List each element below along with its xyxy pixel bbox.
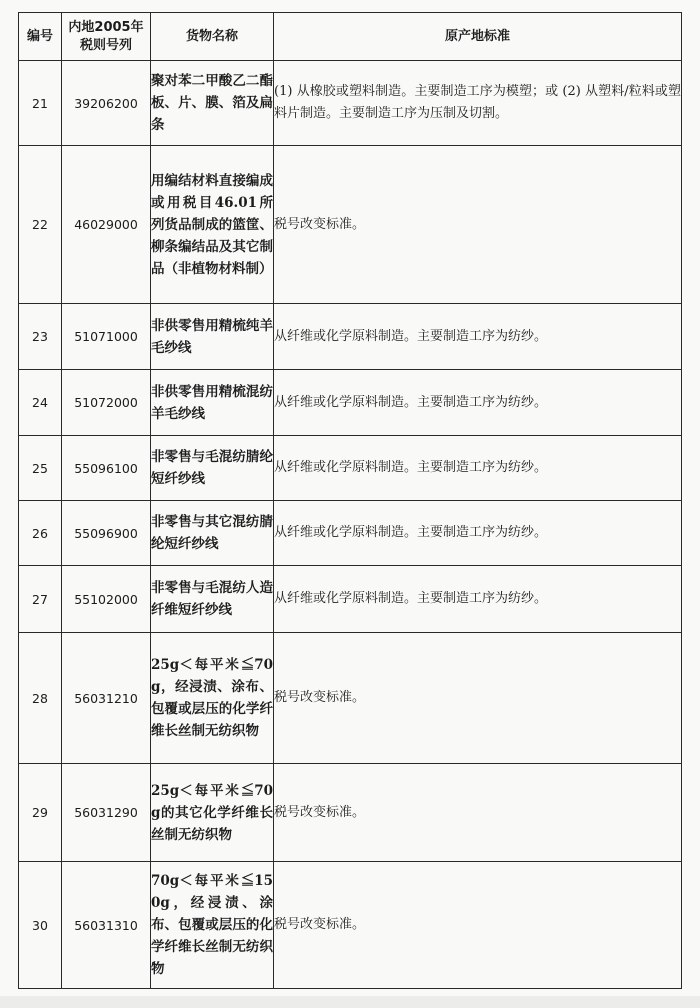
goods-name: 非供零售用精梳纯羊毛纱线	[151, 304, 274, 370]
tariff-code: 56031290	[62, 764, 151, 862]
row-number: 26	[19, 501, 62, 566]
header-row	[19, 13, 682, 61]
table-row	[19, 566, 682, 633]
goods-name: 非零售与其它混纺腈纶短纤纱线	[151, 501, 274, 566]
table-row	[19, 436, 682, 501]
table-row	[19, 370, 682, 436]
row-number: 25	[19, 436, 62, 501]
origin-standard: 税号改变标准。	[274, 146, 682, 304]
table-row	[19, 633, 682, 764]
tariff-code: 55102000	[62, 566, 151, 633]
tariff-code: 55096900	[62, 501, 151, 566]
origin-standard: 从纤维或化学原料制造。主要制造工序为纺纱。	[274, 436, 682, 501]
goods-name: 聚对苯二甲酸乙二酯板、片、膜、箔及扁条	[151, 61, 274, 146]
tariff-code: 56031310	[62, 862, 151, 989]
header-code-line1: 内地2005年	[68, 19, 144, 35]
origin-standard: 税号改变标准。	[274, 862, 682, 989]
origin-standard: 从纤维或化学原料制造。主要制造工序为纺纱。	[274, 370, 682, 436]
table-row	[19, 146, 682, 304]
page-bottom-edge	[0, 996, 700, 1008]
header-no: 编号	[19, 13, 62, 61]
row-number: 23	[19, 304, 62, 370]
table-row	[19, 304, 682, 370]
row-number: 24	[19, 370, 62, 436]
goods-name: 非零售与毛混纺人造纤维短纤纱线	[151, 566, 274, 633]
origin-standard: 从纤维或化学原料制造。主要制造工序为纺纱。	[274, 501, 682, 566]
goods-name: 非供零售用精梳混纺羊毛纱线	[151, 370, 274, 436]
origin-standard: (1) 从橡胶或塑料制造。主要制造工序为模塑；或 (2) 从塑料/粒料或塑料片制造。主要制造工序为压制及切割。	[274, 61, 682, 146]
tariff-code: 51071000	[62, 304, 151, 370]
header-name: 货物名称	[151, 13, 274, 61]
header-code	[62, 13, 151, 61]
goods-name: 25g＜每平米≦70g，经浸渍、涂布、包覆或层压的化学纤维长丝制无纺织物	[151, 633, 274, 764]
row-number: 29	[19, 764, 62, 862]
origin-standard: 从纤维或化学原料制造。主要制造工序为纺纱。	[274, 304, 682, 370]
origin-standard-table	[18, 12, 682, 989]
header-code-line2: 税则号列	[79, 37, 132, 53]
goods-name: 非零售与毛混纺腈纶短纤纱线	[151, 436, 274, 501]
table-row	[19, 501, 682, 566]
origin-standard: 税号改变标准。	[274, 764, 682, 862]
origin-standard: 税号改变标准。	[274, 633, 682, 764]
row-number: 27	[19, 566, 62, 633]
table-row	[19, 764, 682, 862]
row-number: 22	[19, 146, 62, 304]
goods-name: 用编结材料直接编成或用税目46.01所列货品制成的篮筐、柳条编结品及其它制品（非植物材料制）	[151, 146, 274, 304]
goods-name: 25g＜每平米≦70g的其它化学纤维长丝制无纺织物	[151, 764, 274, 862]
origin-standard: 从纤维或化学原料制造。主要制造工序为纺纱。	[274, 566, 682, 633]
tariff-code: 39206200	[62, 61, 151, 146]
tariff-code: 55096100	[62, 436, 151, 501]
tariff-code: 51072000	[62, 370, 151, 436]
table-row	[19, 61, 682, 146]
row-number: 21	[19, 61, 62, 146]
tariff-code: 56031210	[62, 633, 151, 764]
goods-name: 70g＜每平米≦150g，经浸渍、涂布、包覆或层压的化学纤维长丝制无纺织物	[151, 862, 274, 989]
table-row	[19, 862, 682, 989]
tariff-code: 46029000	[62, 146, 151, 304]
row-number: 28	[19, 633, 62, 764]
row-number: 30	[19, 862, 62, 989]
header-standard: 原产地标准	[274, 13, 682, 61]
